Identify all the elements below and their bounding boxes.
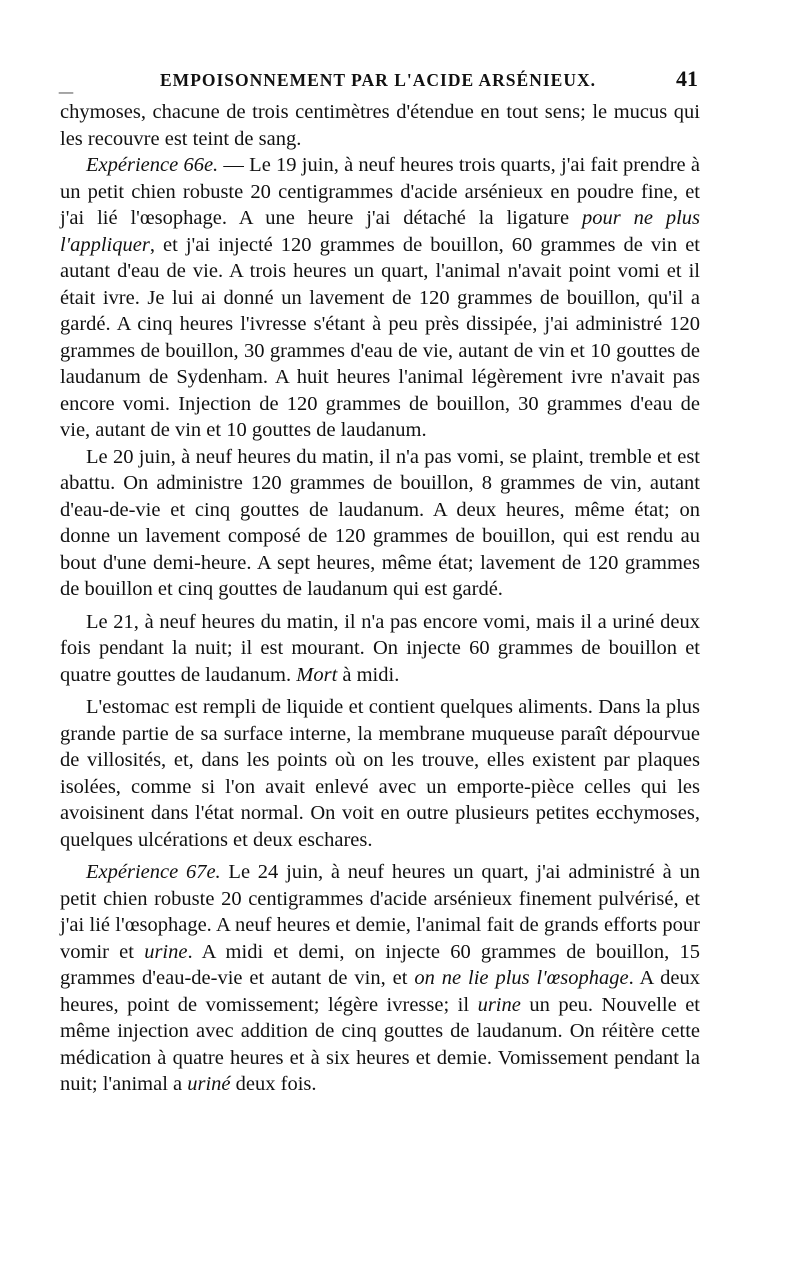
paragraph	[60, 694, 700, 853]
text-run: chymoses, chacune de trois centimètres d'étendue en tout sens; le mucus qui les recouvre est teint de sang.	[60, 101, 700, 150]
text-run: L'estomac est rempli de liquide et contient quelques aliments. Dans la plus grande partie de sa surface interne, la membrane muqueuse paraît dépourvue de villosités, et, dans les points où on les trouve, elles existent par plaques isolées, comme si l'on avait enlevé avec un emporte-pièce celles qui les avoisinent dans l'état normal. On voit en outre plusieurs petites ecchymoses, quelques ulcérations et deux eschares.	[60, 696, 700, 851]
text-run: , et j'ai injecté 120 grammes de bouillon, 60 grammes de vin et autant d'eau de vie. A trois heures un quart, l'animal n'avait point vomi et il était ivre. Je lui ai donné un lavement de 120 grammes de bouillon, qu'il a gardé. A cinq heures l'ivresse s'étant à peu près dissipée, j'ai administré 120 grammes de bouillon, 30 grammes d'eau de vie, autant de vin et 10 gouttes de laudanum de Sydenham. A huit heures l'animal légèrement ivre n'avait pas encore vomi. Injection de 120 grammes de bouillon, 30 grammes d'eau de vie, autant de vin et 10 gouttes de laudanum.	[60, 233, 700, 441]
italic-text: urine	[477, 993, 521, 1016]
text-run: — Le 19 juin, à neuf heures trois quarts, j'ai fait prendre à un petit chien robuste 20 centigrammes d'acide arsénieux en poudre fine, et j'ai lié l'œsophage. A une heure j'ai détaché la ligature	[60, 154, 700, 229]
paragraph	[60, 609, 700, 689]
italic-text: urine	[144, 940, 188, 963]
paragraph	[60, 859, 700, 1098]
text-run: . A deux heures, point de vomissement; légère ivresse; il	[60, 967, 700, 1016]
page-number: 41	[676, 66, 698, 91]
body-text	[60, 99, 700, 1098]
italic-text: Mort	[296, 663, 338, 686]
text-run: . A midi et demi, on injecte 60 grammes de bouillon, 15 grammes d'eau-de-vie et autant de vin, et	[60, 940, 700, 989]
text-run: Le 24 juin, à neuf heures un quart, j'ai administré à un petit chien robuste 20 centigrammes d'acide arsénieux finement pulvérisé, et j'ai lié l'œsophage. A neuf heures et demie, l'animal fait de grands efforts pour vomir et	[60, 861, 700, 963]
paragraph	[60, 99, 700, 152]
italic-text: on ne lie plus l'œsophage	[414, 967, 629, 989]
margin-mark: —	[58, 82, 74, 101]
text-run: Le 20 juin, à neuf heures du matin, il n'a pas vomi, se plaint, tremble et est abattu. On administre 120 grammes de bouillon, 8 grammes de vin, autant d'eau-de-vie et cinq gouttes de laudanum. A deux heures, même état; on donne un lavement composé de 120 grammes de bouillon, qui est rendu au bout d'une demi-heure. A sept heures, même état; lavement de 120 grammes de bouillon et cinq gouttes de laudanum qui est gardé.	[60, 445, 700, 600]
paragraph	[60, 444, 700, 603]
italic-text: pour ne plus l'appliquer	[60, 207, 701, 256]
italic-text: Expérience 66e.	[86, 154, 219, 176]
text-run: Le 21, à neuf heures du matin, il n'a pas encore vomi, mais il a uriné deux fois pendant la nuit; il est mourant. On injecte 60 grammes de bouillon et quatre gouttes de laudanum.	[60, 610, 700, 686]
text-run: à midi.	[337, 663, 400, 686]
text-run: deux fois.	[230, 1073, 317, 1095]
paragraph	[60, 152, 700, 444]
page-header	[58, 66, 708, 101]
italic-text: Expérience 67e.	[86, 861, 221, 883]
text-run: un peu. Nouvelle et même injection avec addition de cinq gouttes de laudanum. On réitère cette médication à quatre heures et à six heures et demie. Vomissement pendant la nuit; l'animal a	[60, 993, 700, 1095]
italic-text: uriné	[187, 1073, 231, 1095]
running-title: EMPOISONNEMENT PAR L'ACIDE ARSÉNIEUX.	[160, 70, 596, 90]
